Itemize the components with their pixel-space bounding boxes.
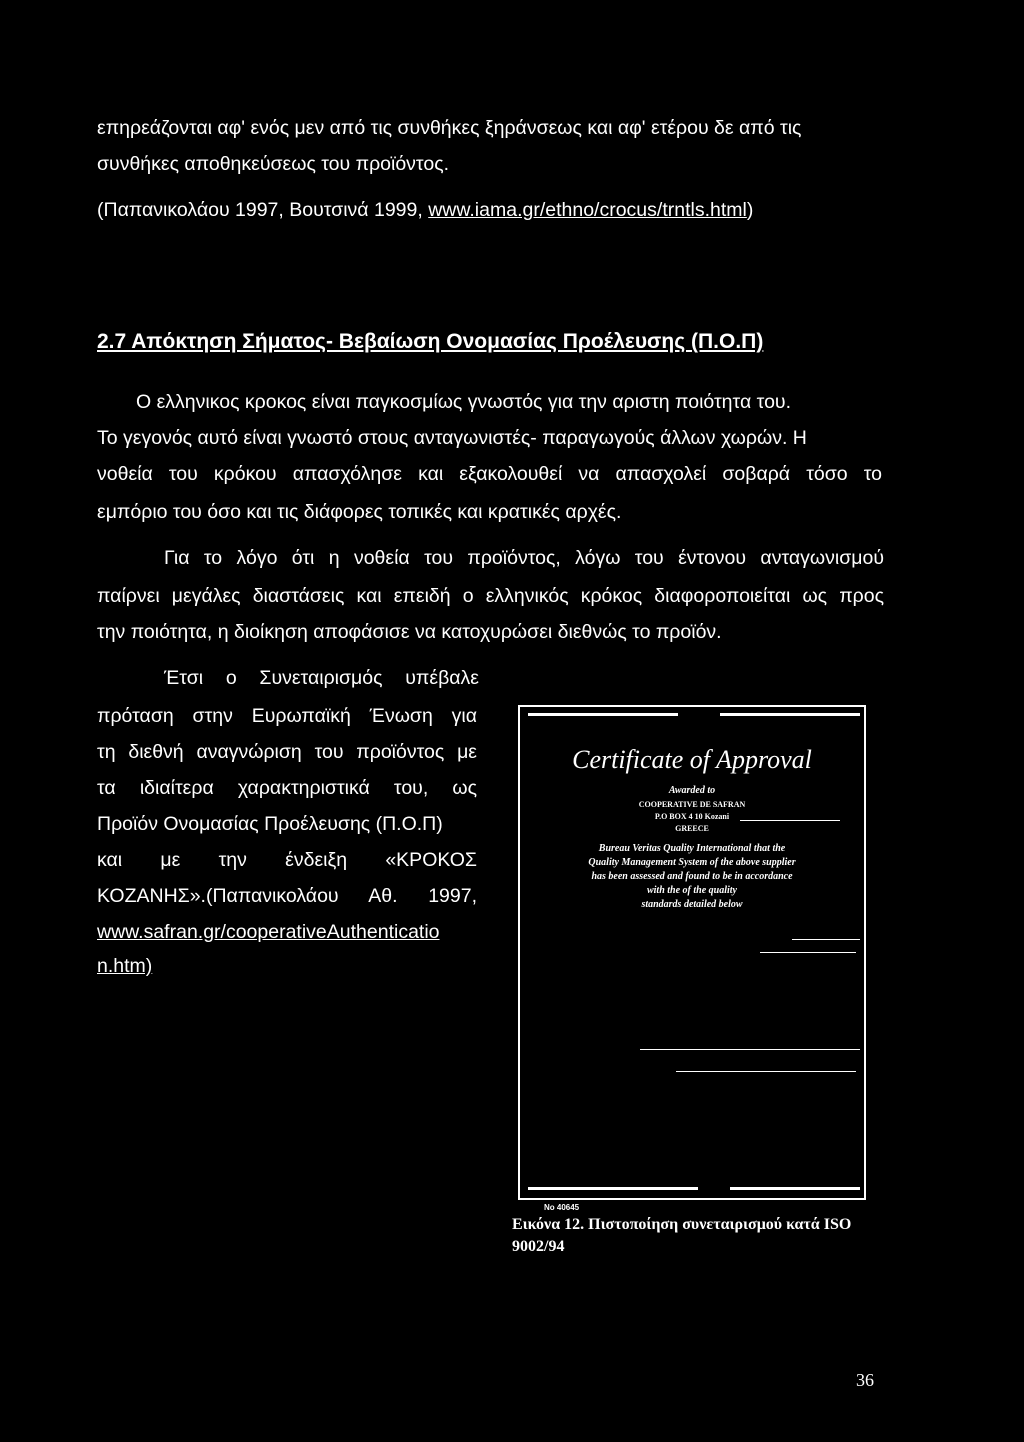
certificate-text-3: has been assessed and found to be in accordance bbox=[591, 871, 793, 882]
paragraph-2-line-1: Για το λόγο ότι η νοθεία του προϊόντος, λόγω του έντονου ανταγωνισμού bbox=[164, 547, 884, 569]
certificate-border-line bbox=[720, 713, 860, 716]
figure-caption: Εικόνα 12. Πιστοποίηση συνεταιρισμού κατά ISO 9002/94 bbox=[512, 1216, 852, 1255]
safran-link-part-1[interactable]: www.safran.gr/cooperativeAuthenticatio bbox=[97, 921, 440, 943]
paragraph-3-line-1: Έτσι ο Συνεταιρισμός υπέβαλε bbox=[164, 667, 479, 689]
paragraph-1-line-4: εμπόριο του όσο και τις διάφορες τοπικές και κρατικές αρχές. bbox=[97, 501, 622, 523]
certificate-rule bbox=[676, 1071, 856, 1072]
intro-line-1: επηρεάζονται αφ' ενός μεν από τις συνθήκες ξηράνσεως και αφ' ετέρου δε από τις bbox=[97, 117, 802, 139]
reference-prefix: (Παπανικολάου 1997, Βουτσινά 1999, bbox=[97, 199, 429, 221]
paragraph-1-line-1: Ο ελληνικος κροκος είναι παγκοσμίως γνωστός για την αριστη ποιότητα του. bbox=[136, 391, 791, 413]
certificate-border-line bbox=[528, 713, 678, 716]
safran-link-part-2[interactable]: n.htm) bbox=[97, 955, 153, 977]
certificate-rule bbox=[640, 1049, 860, 1050]
intro-reference bbox=[97, 192, 897, 228]
certificate-rule bbox=[760, 952, 856, 953]
certificate-text-4: with the of the quality bbox=[646, 885, 737, 896]
certificate-number: No 40645 bbox=[544, 1203, 580, 1212]
certificate-border-line bbox=[528, 1187, 698, 1190]
paragraph-1-line-2: Το γεγονός αυτό είναι γνωστό στους ανταγωνιστές- παραγωγούς άλλων χωρών. Η bbox=[97, 427, 807, 449]
paragraph-3-line-4: τα ιδιαίτερα χαρακτηριστικά του, ως bbox=[97, 777, 477, 799]
certificate-rule bbox=[740, 820, 840, 821]
certificate-text-5: standards detailed below bbox=[641, 899, 743, 910]
certificate-image bbox=[518, 705, 866, 1212]
paragraph-1-line-3: νοθεία του κρόκου απασχόλησε και εξακολουθεί να απασχολεί σοβαρά τόσο το bbox=[97, 463, 882, 485]
certificate-rule bbox=[792, 939, 860, 940]
certificate-text-1: Bureau Veritas Quality International that the bbox=[598, 843, 786, 854]
reference-suffix: ) bbox=[746, 199, 754, 221]
certificate-org: COOPERATIVE DE SAFRAN bbox=[638, 800, 746, 809]
paragraph-3-line-7: ΚΟΖΑΝΗΣ».(Παπανικολάου Αθ. 1997, bbox=[97, 885, 477, 907]
intro-line-2: συνθήκες αποθηκεύσεως του προϊόντος. bbox=[97, 153, 450, 175]
section-heading: 2.7 Απόκτηση Σήματος- Βεβαίωση Ονομασίας Προέλευσης (Π.Ο.Π) bbox=[97, 330, 764, 353]
paragraph-3-line-3: τη διεθνή αναγνώριση του προϊόντος με bbox=[97, 741, 477, 763]
certificate-title: Certificate of Approval bbox=[572, 745, 812, 774]
ethno-link[interactable]: www.iama.gr/ethno/crocus/trntls.html bbox=[428, 199, 747, 221]
paragraph-3-line-6: και με την ένδειξη «ΚΡΟΚΟΣ bbox=[97, 849, 477, 871]
paragraph-3-line-2: πρόταση στην Ευρωπαϊκή Ένωση για bbox=[97, 705, 477, 727]
certificate-city: GREECE bbox=[675, 824, 709, 833]
paragraph-2-line-3: την ποιότητα, η διοίκηση αποφάσισε να κατοχυρώσει διεθνώς το προϊόν. bbox=[97, 621, 722, 643]
certificate-address: P.O BOX 4 10 Kozani bbox=[654, 812, 730, 821]
certificate-border-line bbox=[730, 1187, 860, 1190]
paragraph-2-line-2: παίρνει μεγάλες διαστάσεις και επειδή ο ελληνικός κρόκος διαφοροποιείται ως προς bbox=[97, 585, 884, 607]
paragraph-3-line-5: Προϊόν Ονομασίας Προέλευσης (Π.Ο.Π) bbox=[97, 813, 443, 835]
page-number: 36 bbox=[856, 1370, 874, 1390]
certificate-awarded: Awarded to bbox=[668, 785, 716, 796]
certificate-text-2: Quality Management System of the above supplier bbox=[588, 857, 796, 868]
